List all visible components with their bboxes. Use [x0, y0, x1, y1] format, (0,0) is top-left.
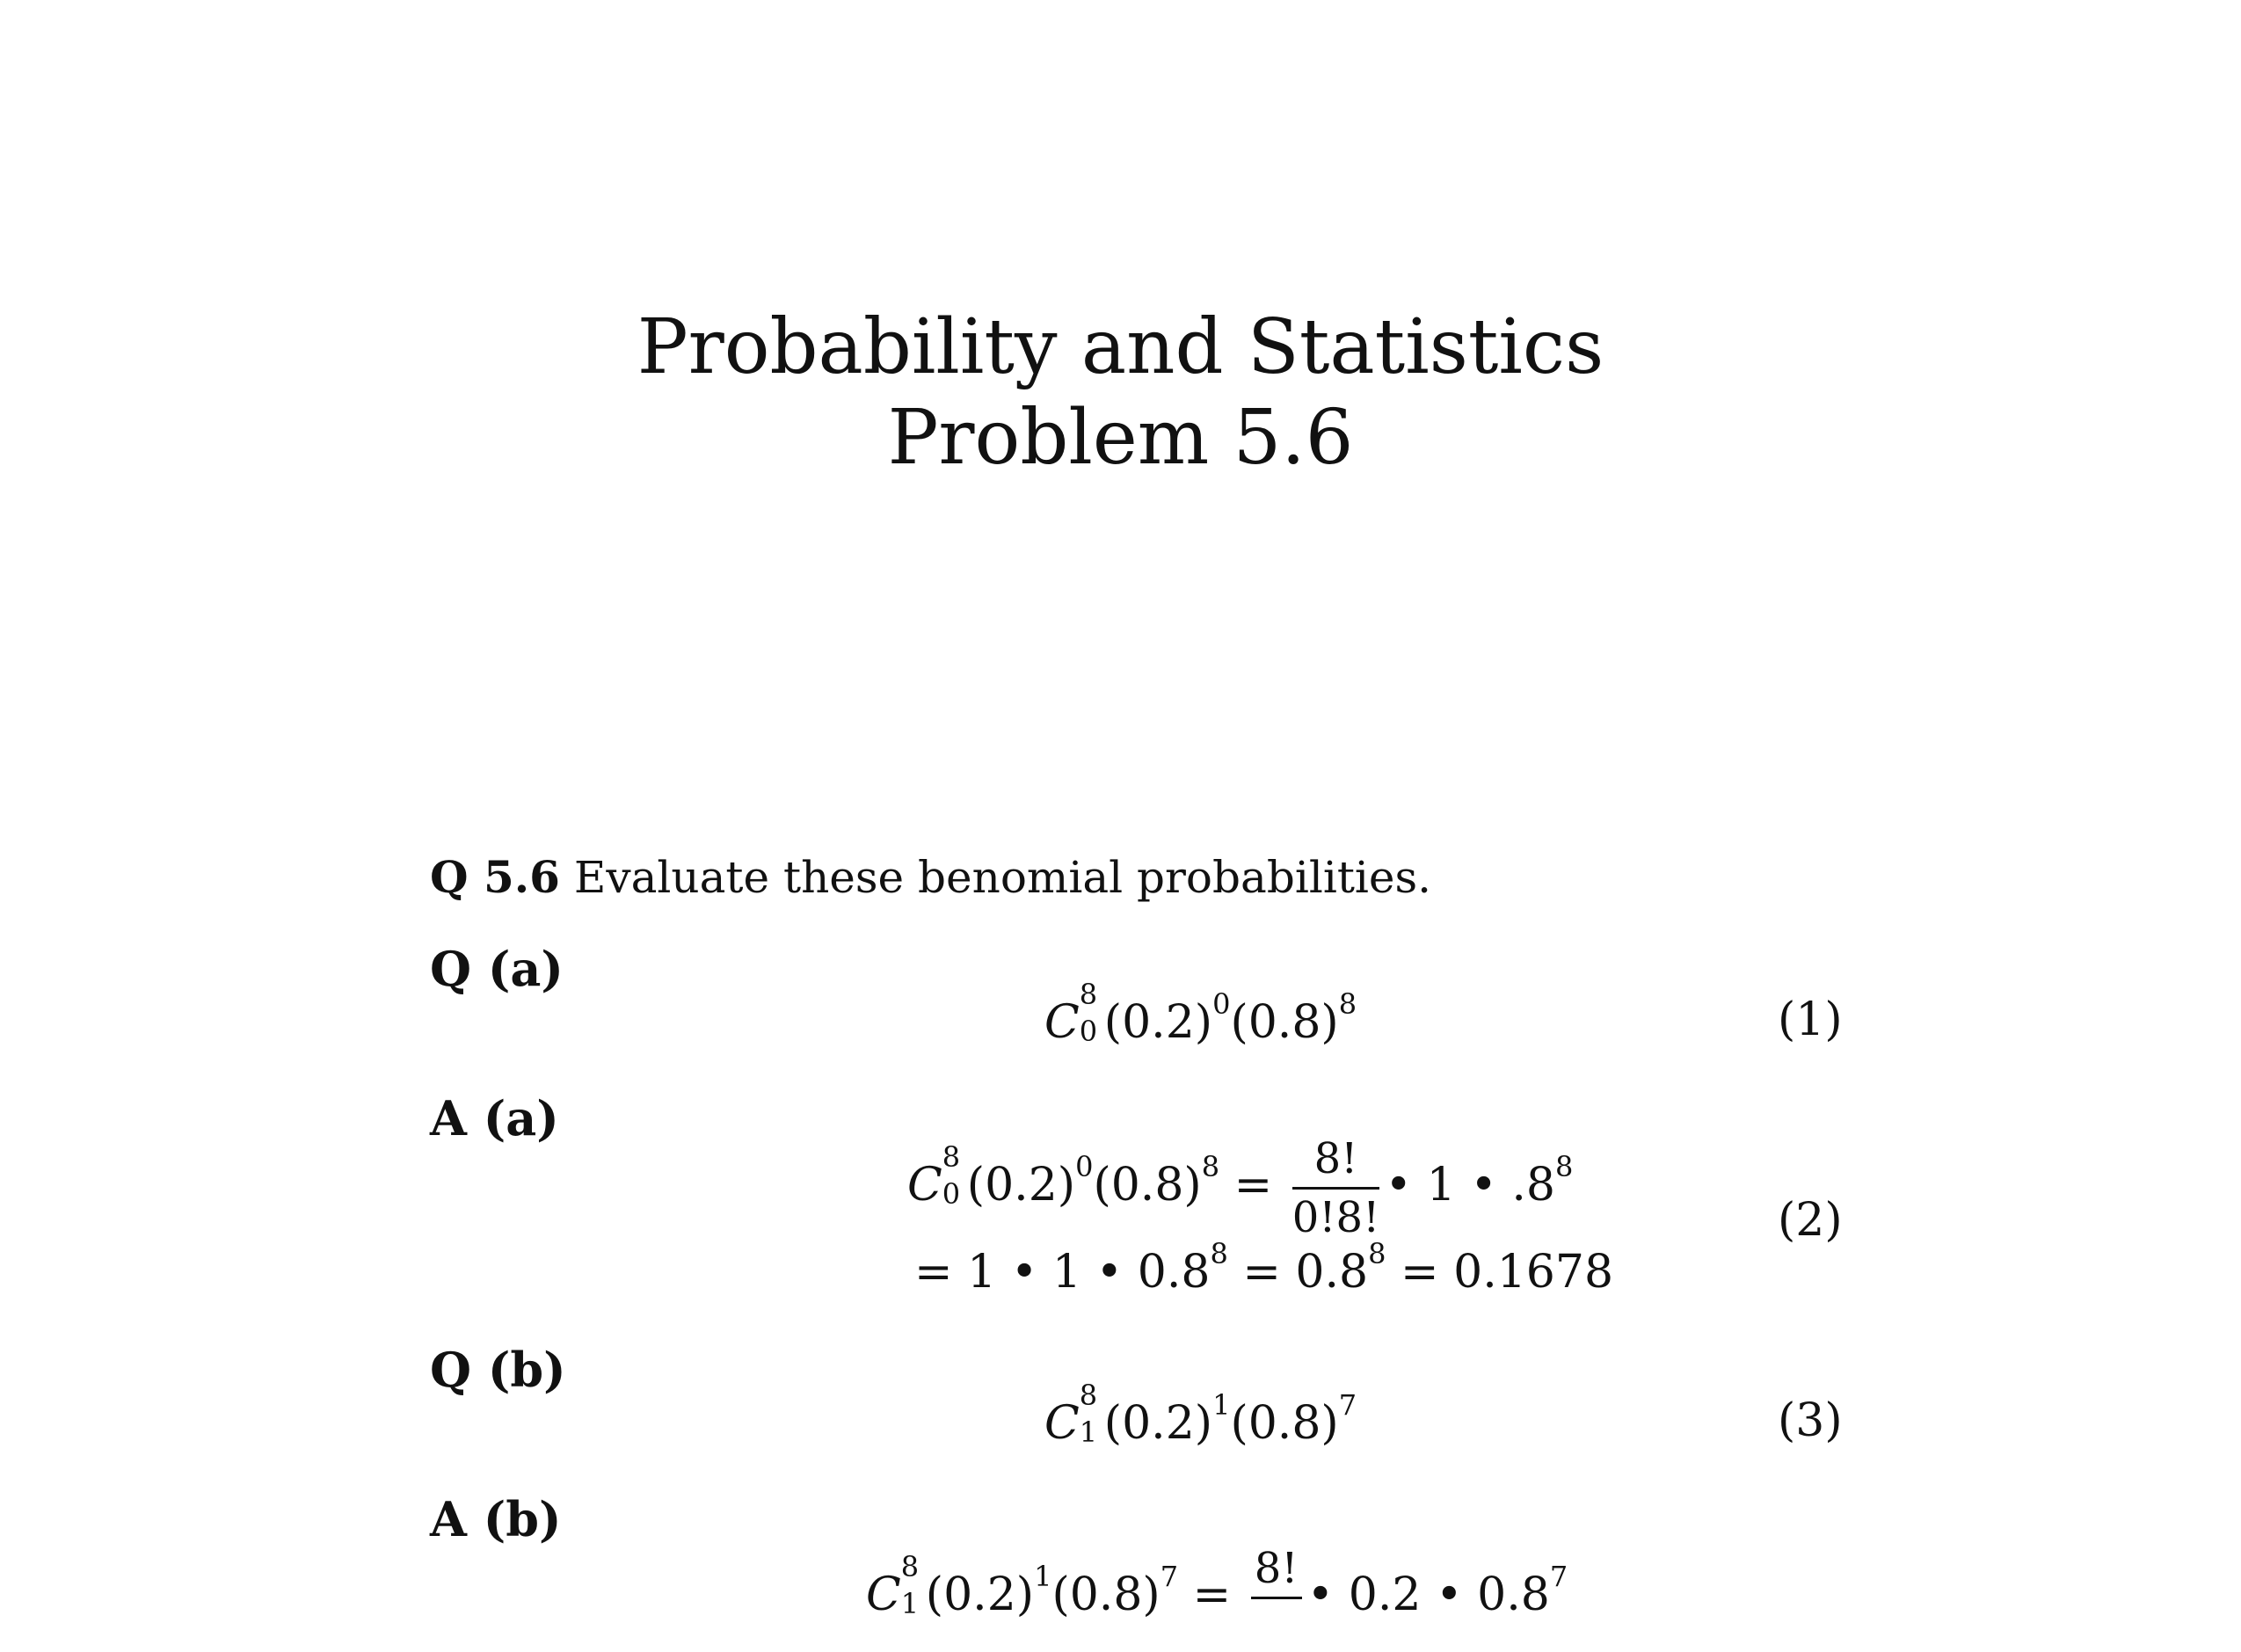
question-statement: [430, 851, 1431, 903]
fraction: 8!: [1251, 1544, 1302, 1652]
part-ab-label: A (b): [430, 1491, 562, 1547]
equation-3: C 8 1 $(0.2)^1(0.8)^7$: [1044, 1379, 1357, 1450]
equation-2-number: (2): [1778, 1194, 1843, 1247]
part-qa-label: Q (a): [430, 941, 564, 997]
part-qb-label: Q (b): [430, 1342, 566, 1398]
fraction: $\frac{8!}{0!8!}$: [1291, 1134, 1380, 1242]
document-title-line1: Probability and Statistics: [637, 303, 1604, 391]
equation-2-line1: C 8 0 $(0.2)^0(0.8)^8$ = $\frac{8!}{0!8!}$ • 1 • $.8^8$: [907, 1134, 1574, 1242]
document-title-line2: Problem 5.6: [887, 394, 1354, 482]
equation-1: C 8 0 $(0.2)^0(0.8)^8$: [1044, 978, 1357, 1049]
part-aa-label: A (a): [430, 1090, 559, 1146]
equation-4-line1: C 8 1 $(0.2)^1(0.8)^7$ = 8! • 0.2 • $0.8^7$: [866, 1544, 1568, 1652]
question-text: Evaluate these benomial probabilities.: [573, 852, 1432, 903]
equation-1-number: (1): [1778, 993, 1843, 1046]
equation-3-number: (3): [1778, 1394, 1843, 1447]
question-label: Q 5.6: [430, 851, 560, 903]
equation-2-line2: = 1 • 1 • $0.8^8 = 0.8^8 = 0.1678$: [914, 1236, 1614, 1299]
